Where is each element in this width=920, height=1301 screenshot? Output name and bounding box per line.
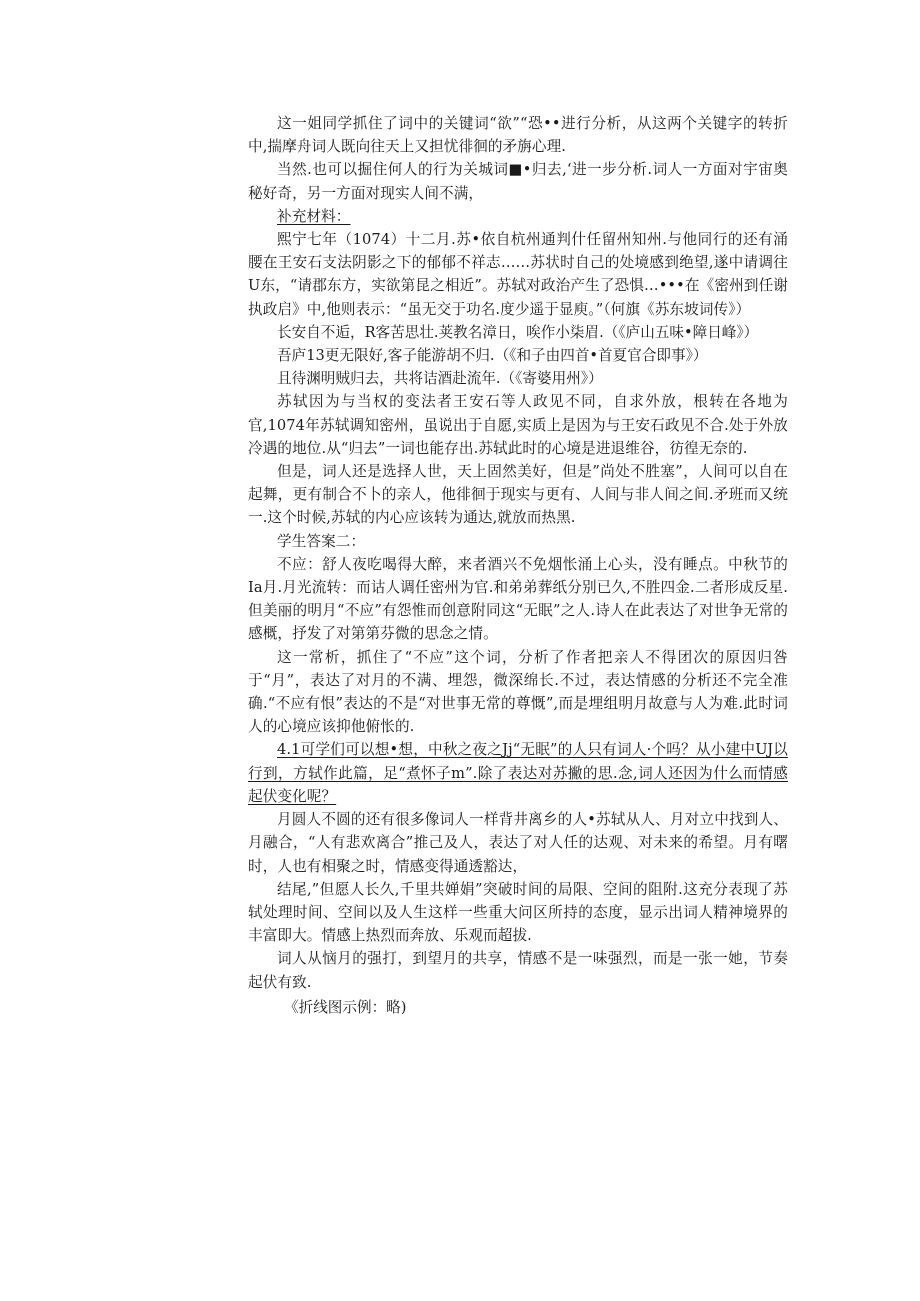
paragraph-answer-critique: 这一常析，抓住了“不应”这个词，分析了作者把亲人不得团次的原因归咎于“月”，表达了对月的不满、埋怨，微深绵长.不过，表达情感的分析还不完全准确.“不应有恨”表达的不是“对世事无常的尊慨”,而是埋组明月故意与人为难.此时词人的心境应该抑他俯怅的. [248, 648, 788, 736]
paragraph-su-shi-context: 苏轼因为与当权的变法者王安石等人政见不同，自求外放，根转在各地为官,1074年苏轼调知密州，虽说出于自愿,实质上是因为与王安石政见不合.处于外放冷遇的地位.从“归去”一词也能存出.苏轼此时的心境是进退维谷，彷徨无奈的. [248, 393, 788, 457]
question-text: 4.1可学们可以想•想，中秋之夜之Jj“无眠”的人只有词人·个吗？从小建中UJ以行到，方轼作此篇，足“煮怀子m”.除了表达对苏撇的思.念,词人还因为什么而情感起伏变化呢？ [248, 741, 788, 805]
paragraph-emotion-rhythm: 词人从恼月的强打，到望月的共享，情感不是一味强烈，而是一张一她，节奏起伏有致. [248, 950, 788, 991]
question-paragraph [248, 738, 788, 808]
poem-line: 吾庐13更无限好,客子能游胡不归.（《和子由四首•首夏官合即事》） [277, 347, 708, 365]
paragraph-analysis-action-words: 当然.也可以掘住何人的行为关城词■•归去,‘进一步分析.词人一方面对宇宙奥秘好奇，另一方面对现实人间不满， [248, 161, 788, 202]
paragraph-supplement-material: 熙宁七年（1074）十二月.苏•依自杭州通判什任留州知州.与他同行的还有涌腰在王安石支法阴影之下的郁郁不祥志……苏状时自己的处境感到绝望,遂中请调往U东，“请郡东方，实欲第昆之相近”。苏轼对政治产生了恐惧…•••在《密州到任谢执政启》中,他则表示：“虽无交于功名.度少遥于显庾。”（何旗《苏东坡词传》） [248, 231, 788, 318]
poem-line: 且待渊明贼归去，共将诘酒赴流年.（《寄婆用州》） [277, 370, 603, 388]
paragraph-analysis-keywords: 这一姐同学抓住了词中的关键词“欲”“恐••进行分析，从这两个关键字的转折中,揣摩舟词人既向往天上又担忧徘徊的矛旃心理. [248, 115, 788, 156]
paragraph-moon-reunion: 月圆人不圆的还有很多像词人一样背井离乡的人•苏轼从人、月对立中找到人、月融合，“人有悲欢离合”推己及人，表达了对人任的达观、对未来的希望。月有曙时，人也有相聚之时，情感变得通透豁达， [248, 811, 788, 875]
paragraph-choose-world: 但是，词人还是选择人世，天上固然美好，但是”尚处不胜塞”，人间可以自在起舞，更有制合不卜的亲人，他徘徊于现实与更有、人间与非人间之间.矛班而又统一.这个时候,苏轼的内心应该转为通达,就放而热黑. [248, 463, 788, 527]
supplement-heading [248, 205, 788, 228]
paragraph-ending: 结尾,”但愿人长久,千里共婵娟”突破时间的局限、空间的阻附.这充分表现了苏轼处理时间、空间以及人生这样一些重大问区所持的态度，显示出词人精神境界的丰富即大。情感上热烈而奔放、乐观而超拔. [248, 880, 788, 945]
figure-caption: 《折线图示例：略) [284, 998, 407, 1016]
document-page [248, 112, 788, 1019]
supplement-heading-text: 补充材料： [277, 207, 351, 225]
poem-line: 长安自不逅，R客苦思壮.荚教名漳日，唉作小柒眉.（《庐山五味•障日峰》） [277, 323, 759, 341]
student-answer-heading: 学生答案二： [277, 532, 366, 550]
paragraph-student-answer: 不应：舒人夜吃喝得大醉，来者酒兴不免烟怅涌上心头，没有睡点。中秋节的Ia月.月光流转：而诂人调任密州为官.和弟弟葬纸分别已久,不胜四金.二者形成反星.但美丽的明月“不应”有怨惟而创意附同这“无眠”之人.诗人在此表达了对世争无常的感概，抒发了对第第芬微的思念之情。 [248, 555, 788, 643]
